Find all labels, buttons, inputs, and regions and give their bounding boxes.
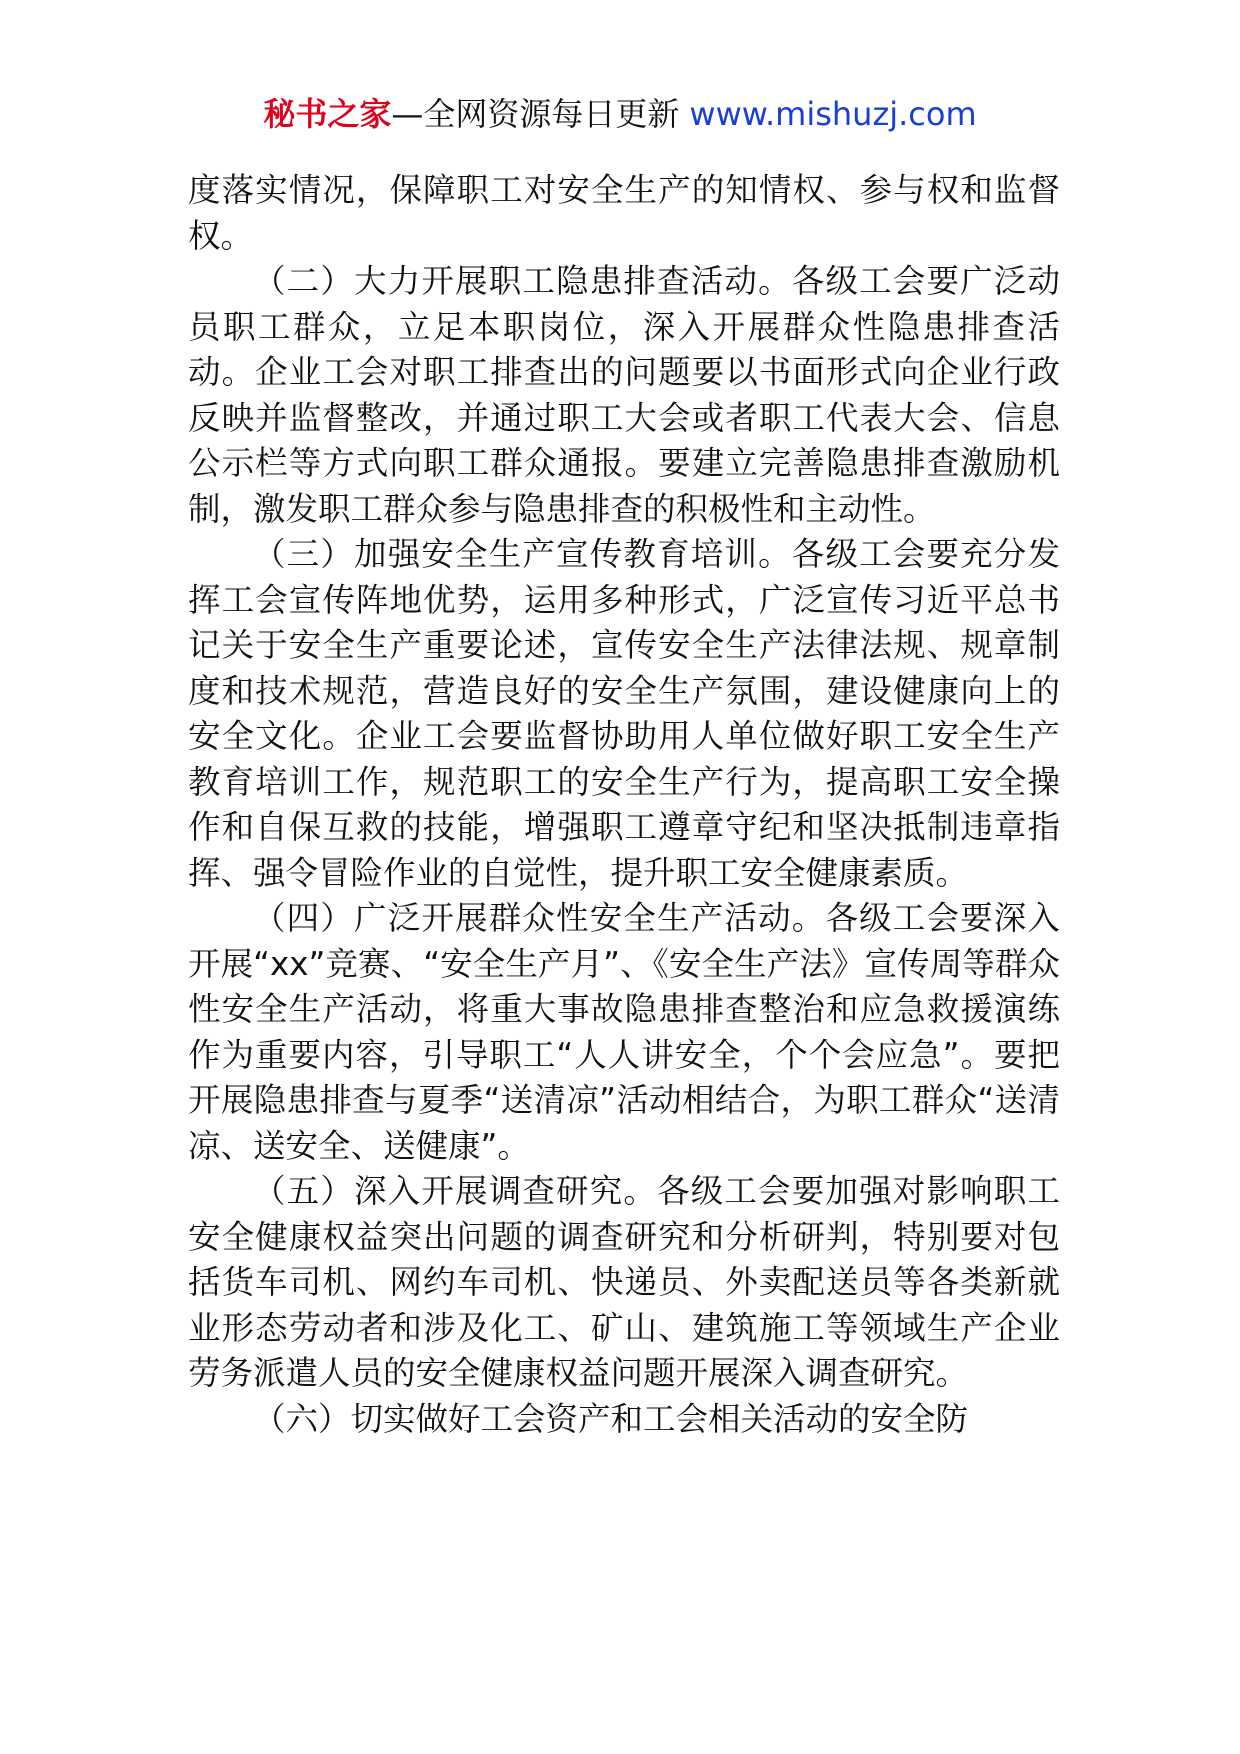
paragraph-section-4: （四）广泛开展群众性安全生产活动。各级工会要深入开展“xx”竞赛、“安全生产月”、《安全生产法》宣传周等群众性安全生产活动，将重大事故隐患排查整治和应急救援演练作为重要内容，引导职工“人人讲安全，个个会应急”。要把开展隐患排查与夏季“送清凉”活动相结合，为职工群众“送清凉、送安全、送健康”。 [188,899,1060,1165]
paragraph-section-2: （二）大力开展职工隐患排查活动。各级工会要广泛动员职工群众，立足本职岗位，深入开展群众性隐患排查活动。企业工会对职工排查出的问题要以书面形式向企业行政反映并监督整改，并通过职工大会或者职工代表大会、信息公示栏等方式向职工群众通报。要建立完善隐患排查激励机制，激发职工群众参与隐患排查的积极性和主动性。 [188,262,1060,528]
page-header [0,92,1240,136]
brand-name: 秘书之家 [263,95,392,133]
paragraph-section-6: （六）切实做好工会资产和工会相关活动的安全防 [253,1399,969,1438]
paragraph-section-5: （五）深入开展调查研究。各级工会要加强对影响职工安全健康权益突出问题的调查研究和分析研判，特别要对包括货车司机、网约车司机、快递员、外卖配送员等各类新就业形态劳动者和涉及化工、矿山、建筑施工等领域生产企业劳务派遣人员的安全健康权益问题开展深入调查研究。 [188,1172,1060,1392]
document-body [188,168,1060,1442]
site-url-link[interactable]: www.mishuzj.com [689,95,977,133]
paragraph-continuation: 度落实情况，保障职工对安全生产的知情权、参与权和监督权。 [188,171,1060,255]
header-tagline: —全网资源每日更新 [391,95,680,133]
paragraph-section-3: （三）加强安全生产宣传教育培训。各级工会要充分发挥工会宣传阵地优势，运用多种形式，广泛宣传习近平总书记关于安全生产重要论述，宣传安全生产法律法规、规章制度和技术规范，营造良好的安全生产氛围，建设健康向上的安全文化。企业工会要监督协助用人单位做好职工安全生产教育培训工作，规范职工的安全生产行为，提高职工安全操作和自保互救的技能，增强职工遵章守纪和坚决抵制违章指挥、强令冒险作业的自觉性，提升职工安全健康素质。 [188,535,1060,892]
